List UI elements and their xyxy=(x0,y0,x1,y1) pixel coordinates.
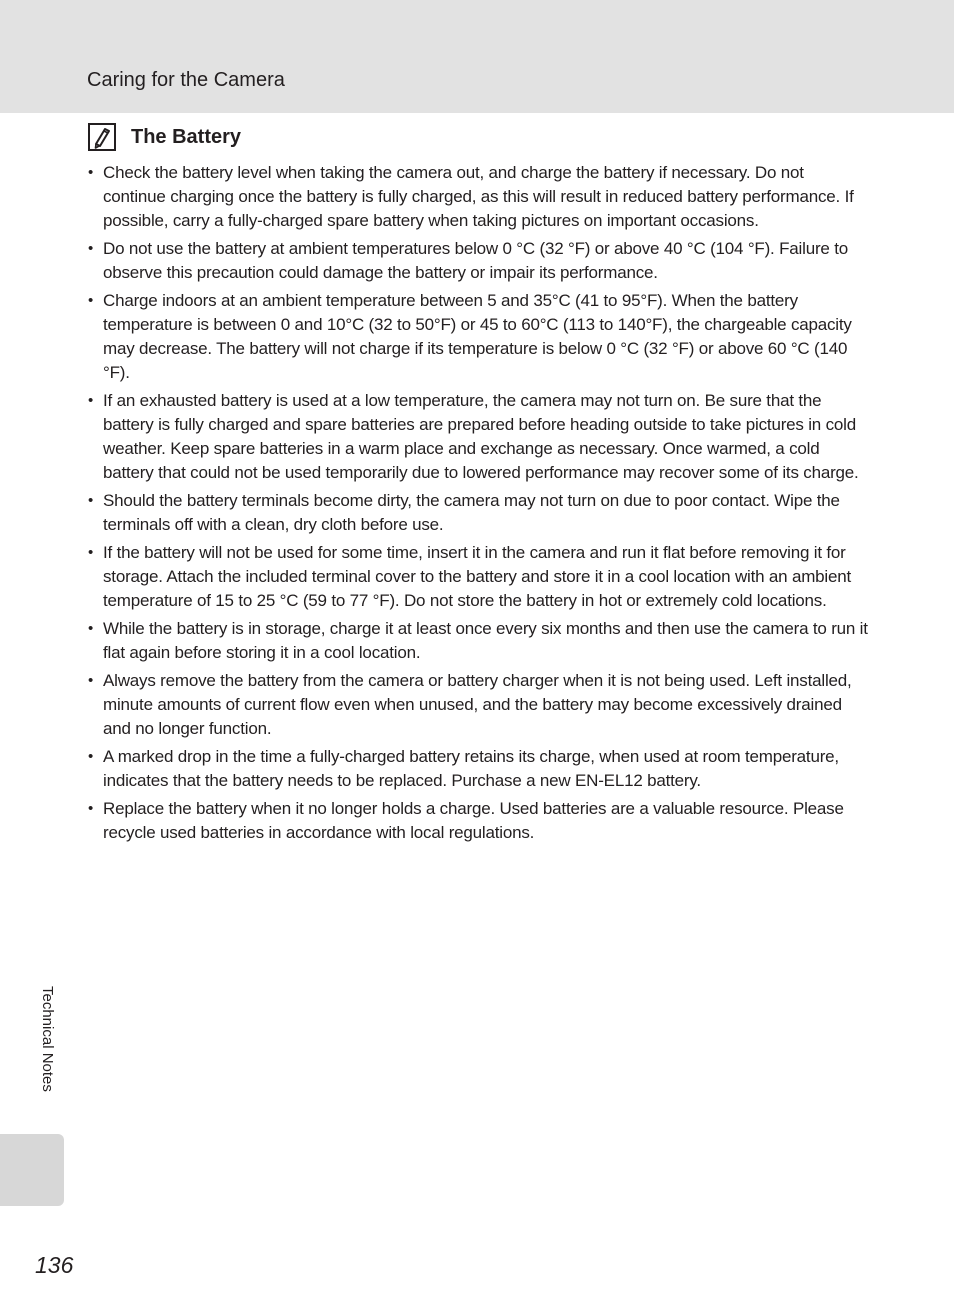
list-item: • A marked drop in the time a fully-charged battery retains its charge, when used at room temperature, indicates that the battery needs to be replaced. Purchase a new EN-EL12 battery. xyxy=(88,745,868,793)
list-item: • Should the battery terminals become dirty, the camera may not turn on due to poor contact. Wipe the terminals off with a clean, dry cloth before use. xyxy=(88,489,868,537)
list-item: • Check the battery level when taking the camera out, and charge the battery if necessary. Do not continue charging once the battery is fully charged, as this will result in reduced battery performance. If possible, carry a fully-charged spare battery when taking pictures on important occasions. xyxy=(88,161,868,233)
pencil-note-icon xyxy=(88,123,116,151)
page-number: 136 xyxy=(35,1252,74,1278)
list-item: • Replace the battery when it no longer holds a charge. Used batteries are a valuable resource. Please recycle used batteries in accordance with local regulations. xyxy=(88,797,868,845)
list-item: • If the battery will not be used for some time, insert it in the camera and run it flat before removing it for storage. Attach the included terminal cover to the battery and store it in a cool location with an ambient temperature of 15 to 25 °C (59 to 77 °F). Do not store the battery in hot or extremely cold locations. xyxy=(88,541,868,613)
list-item: • Do not use the battery at ambient temperatures below 0 °C (32 °F) or above 40 °C (104 °F). Failure to observe this precaution could damage the battery or impair its performance. xyxy=(88,237,868,285)
list-item: • While the battery is in storage, charge it at least once every six months and then use the camera to run it flat again before storing it in a cool location. xyxy=(88,617,868,665)
list-item: • Always remove the battery from the camera or battery charger when it is not being used. Left installed, minute amounts of current flow even when unused, and the battery may become excessively drained and no longer function. xyxy=(88,669,868,741)
list-item: • If an exhausted battery is used at a low temperature, the camera may not turn on. Be sure that the battery is fully charged and spare batteries are prepared before heading outside to take pictures in cold weather. Keep spare batteries in a warm place and exchange as necessary. Once warmed, a cold battery that could not be used temporarily due to lowered performance may recover some of its charge. xyxy=(88,389,868,485)
chapter-title: Caring for the Camera xyxy=(87,69,285,91)
battery-precautions-list xyxy=(88,161,868,849)
list-item: • Charge indoors at an ambient temperature between 5 and 35°C (41 to 95°F). When the battery temperature is between 0 and 10°C (32 to 50°F) or 45 to 60°C (113 to 140°F), the chargeable capacity may decrease. The battery will not charge if its temperature is below 0 °C (32 °F) or above 60 °C (140 °F). xyxy=(88,289,868,385)
section-tab-marker xyxy=(0,1134,64,1206)
section-side-label: Technical Notes xyxy=(39,986,56,1092)
section-title: The Battery xyxy=(131,126,242,148)
section-heading xyxy=(88,120,241,154)
header-band xyxy=(0,0,954,113)
